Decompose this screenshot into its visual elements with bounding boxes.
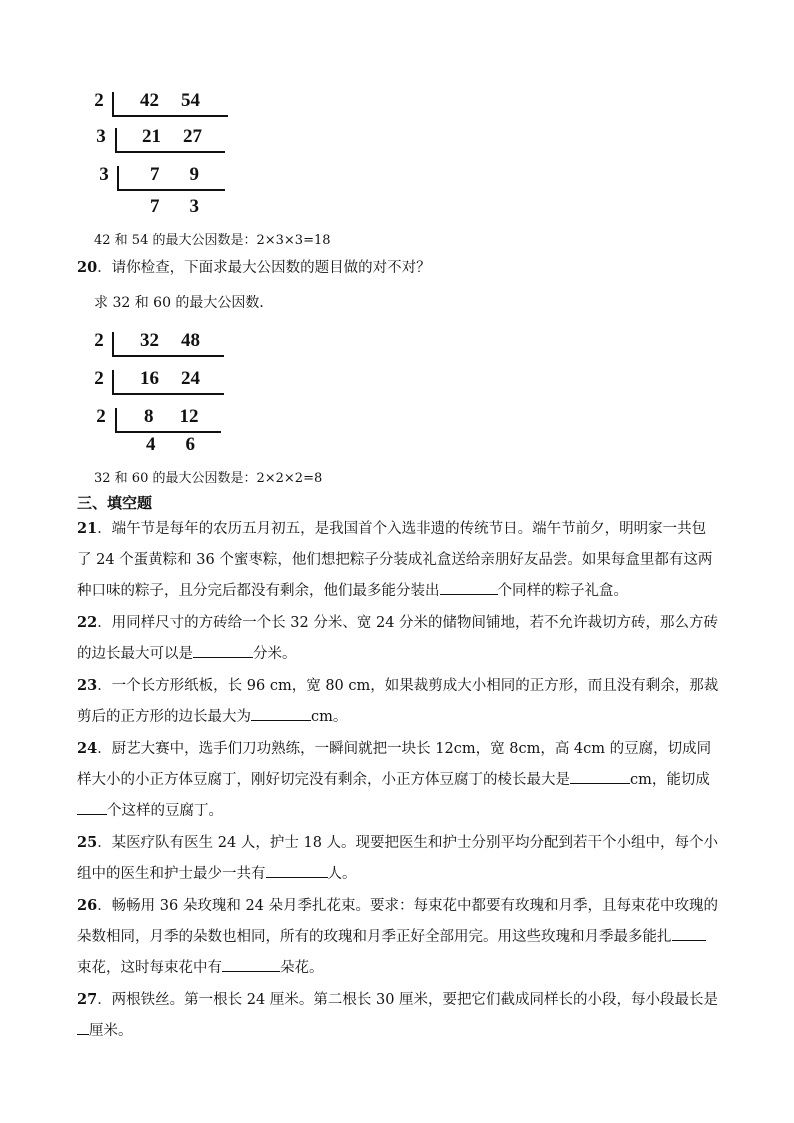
question-text: ．用同样尺寸的方砖给一个长 32 分米、宽 24 分米的储物间铺地，若不允许裁切方砖，那么方砖的边长最大可以是 — [77, 615, 719, 662]
question-number: 21 — [77, 520, 98, 537]
question-25 — [77, 827, 719, 890]
divisor: 2 — [94, 330, 104, 351]
answer-blank[interactable] — [440, 580, 498, 595]
question-text: cm。 — [311, 709, 348, 725]
question-text: 人。 — [327, 866, 357, 882]
question-text: 分米。 — [253, 646, 297, 662]
question-text: ．某医疗队有医生 24 人，护士 18 人。现要把医生和护士分别平均分配到若干个小组中，每个小组中的医生和护士最少一共有 — [77, 835, 719, 882]
ladder-horizontal-line — [112, 393, 224, 395]
ladder-horizontal-line — [115, 151, 225, 153]
dividend-a: 32 — [140, 330, 159, 351]
question-23 — [77, 670, 719, 733]
question-24 — [77, 733, 719, 827]
ladder-horizontal-line — [112, 355, 224, 357]
question-text: ．畅畅用 36 朵玫瑰和 24 朵月季扎花束。要求：每束花中都要有玫瑰和月季，且每束花中玫瑰的朵数相同，月季的朵数也相同，所有的玫瑰和月季正好全部用完。用这些玫瑰和月季最多能扎 — [77, 898, 719, 945]
dividend-a: 42 — [140, 90, 159, 111]
divisor: 3 — [96, 126, 106, 147]
answer-blank[interactable] — [77, 1020, 89, 1035]
answer-blank[interactable] — [193, 643, 253, 658]
question-text: ．两根铁丝。第一根长 24 厘米。第二根长 30 厘米，要把它们截成同样长的小段，每小段最长是 — [97, 992, 719, 1008]
question-text: 朵花。 — [280, 960, 324, 976]
question-27 — [77, 984, 719, 1047]
dividend-a: 8 — [144, 406, 154, 427]
dividend-b: 9 — [189, 164, 199, 185]
dividend-b: 27 — [183, 126, 202, 147]
ladder1-conclusion: 42 和 54 的最大公因数是：2×3×3=18 — [94, 233, 331, 248]
divisor: 2 — [94, 368, 104, 389]
question-text: ．厨艺大赛中，选手们刀功熟练，一瞬间就把一块长 12cm，宽 8cm，高 4cm 的豆腐，切成同样大小的小正方体豆腐丁，刚好切完没有剩余，小正方体豆腐丁的棱长最大是 — [77, 741, 712, 788]
dividends — [142, 126, 242, 148]
ladder-vertical-line — [112, 370, 114, 393]
result-b: 3 — [189, 196, 199, 217]
answer-blank[interactable] — [222, 957, 280, 972]
question-text: ．请你检查，下面求最大公因数的题目做的对不对？ — [97, 260, 431, 276]
ladder-horizontal-line — [115, 431, 221, 433]
question-22 — [77, 607, 719, 670]
section-title: 三、填空题 — [77, 494, 153, 512]
divisor: 2 — [94, 90, 104, 111]
dividends — [144, 406, 244, 428]
answer-blank[interactable] — [251, 706, 311, 721]
question-text: ．端午节是每年的农历五月初五，是我国首个入选非遗的传统节日。端午节前夕，明明家一共包了 24 个蛋黄粽和 36 个蜜枣粽，他们想把粽子分装成礼盒送给亲朋好友品尝。如果每盒里都有这两种口味的粽子，且分完后都没有剩余，他们最多能分装出 — [77, 521, 713, 599]
dividends — [140, 330, 240, 352]
question-text: ．一个长方形纸板，长 96 cm，宽 80 cm，如果裁剪成大小相同的正方形，而且没有剩余，那裁剪后的正方形的边长最大为 — [77, 678, 719, 725]
ladder-vertical-line — [115, 408, 117, 431]
question-text: 个同样的粽子礼盒。 — [497, 583, 628, 599]
dividend-b: 54 — [181, 90, 200, 111]
answer-blank[interactable] — [266, 863, 328, 878]
answer-blank[interactable] — [77, 800, 107, 815]
dividend-b: 48 — [181, 330, 200, 351]
dividend-b: 12 — [179, 406, 199, 427]
ladder-result — [146, 434, 195, 456]
divisor: 2 — [96, 406, 106, 427]
dividend-b: 24 — [181, 368, 200, 389]
answer-blank[interactable] — [672, 926, 706, 941]
question-number: 23 — [77, 677, 98, 694]
ladder-vertical-line — [112, 92, 114, 115]
question-text: 个这样的豆腐丁。 — [107, 803, 223, 819]
result-a: 4 — [146, 434, 156, 455]
dividend-a: 7 — [150, 164, 160, 185]
question-21 — [77, 513, 719, 607]
ladder-vertical-line — [115, 128, 117, 151]
dividend-a: 21 — [142, 126, 161, 147]
ladder-horizontal-line — [117, 189, 225, 191]
question-number: 22 — [77, 614, 98, 631]
dividends — [150, 164, 250, 186]
divisor: 3 — [99, 164, 109, 185]
question-20 — [77, 252, 719, 284]
question-text: 厘米。 — [89, 1023, 133, 1039]
ladder-vertical-line — [117, 166, 119, 189]
question-number: 24 — [77, 740, 98, 757]
ladder-horizontal-line — [112, 115, 228, 117]
question-number: 27 — [77, 991, 98, 1008]
ladder-result — [150, 196, 199, 218]
question-26 — [77, 890, 719, 984]
dividend-a: 16 — [140, 368, 159, 389]
question-number: 26 — [77, 897, 98, 914]
question-text: 束花，这时每束花中有 — [77, 960, 222, 976]
question-20-sub: 求 32 和 60 的最大公因数． — [94, 295, 274, 311]
ladder-vertical-line — [112, 332, 114, 355]
ladder2-conclusion: 32 和 60 的最大公因数是：2×2×2=8 — [94, 471, 323, 486]
question-number: 20 — [77, 259, 98, 276]
question-text: cm，能切成 — [630, 772, 710, 788]
dividends — [140, 368, 240, 390]
answer-blank[interactable] — [570, 769, 630, 784]
dividends — [140, 90, 240, 112]
result-b: 6 — [185, 434, 195, 455]
question-number: 25 — [77, 834, 98, 851]
result-a: 7 — [150, 196, 160, 217]
